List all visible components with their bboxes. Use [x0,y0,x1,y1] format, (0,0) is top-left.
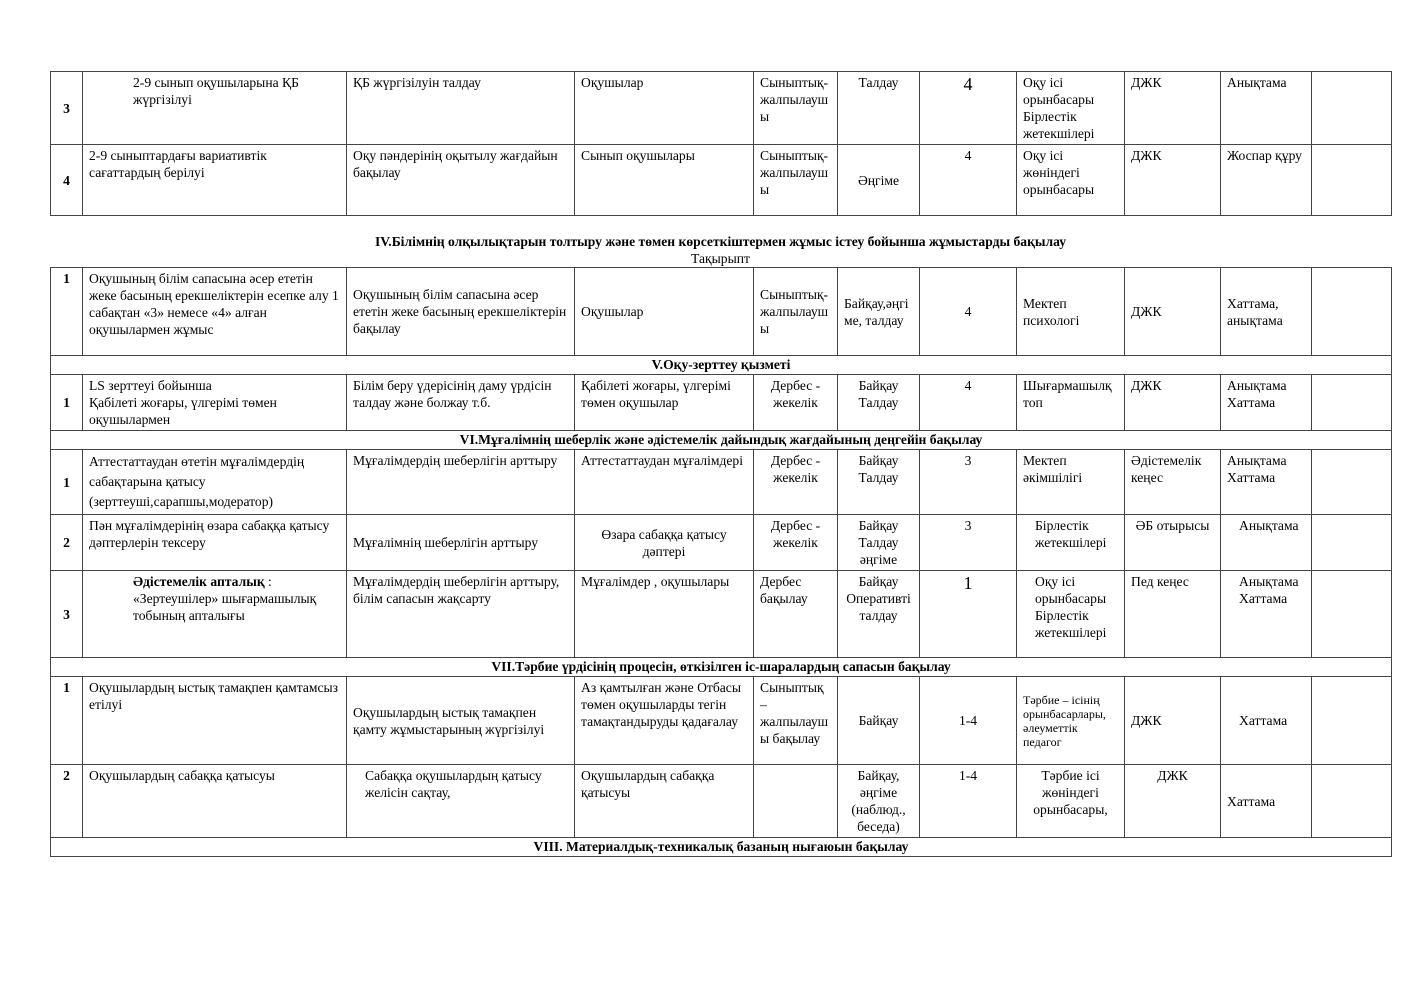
row-object: Сынып оқушылары [575,145,754,216]
control-plan-table-top [50,71,1392,216]
row-responsible: Шығармашылқ топ [1017,375,1125,431]
row-result: Анықтама Хаттама [1221,571,1312,658]
table-row [51,268,1392,356]
table-row [51,677,1392,765]
row-venue: ДЖК [1125,677,1221,765]
row-venue: ДЖК [1125,72,1221,145]
row-note [1312,515,1392,571]
row-venue: ӘБ отырысы [1125,515,1221,571]
row-method: Талдау [838,72,920,145]
row-topic: Аттестаттаудан өтетін мұғалімдердің сабақтарына қатысу (зерттеуші,сарапшы,модератор) [83,450,347,515]
row-method: Әңгіме [838,145,920,216]
row-topic-bold: Әдістемелік апталық [133,574,265,589]
row-type: Сыныптық-жалпылаушы [754,268,838,356]
row-note [1312,268,1392,356]
row-topic-rest: : «Зертеушілер» шығармашылық тобының апталығы [133,574,317,623]
row-note [1312,677,1392,765]
row-note [1312,765,1392,838]
row-responsible: Мектеп әкімшілігі [1017,450,1125,515]
row-object: Оқушылар [575,268,754,356]
row-number: 1 [51,375,83,431]
row-responsible: Оқу ісі жөніндегі орынбасары [1017,145,1125,216]
row-type: Сыныптық-жалпылаушы [754,145,838,216]
row-responsible: Оқу ісі орынбасары Бірлестік жетекшілері [1017,571,1125,658]
row-type: Сыныптық-жалпылаушы [754,72,838,145]
row-object: Мұғалімдер , оқушылары [575,571,754,658]
row-topic: Пән мұғалімдерінің өзара сабаққа қатысу дәптерлерін тексеру [83,515,347,571]
section-row [51,838,1392,857]
row-method: Байқау Оперативті талдау [838,571,920,658]
row-method: Байқау Талдау әңгіме [838,515,920,571]
table-row [51,515,1392,571]
table-row [51,765,1392,838]
row-result: Хаттама, анықтама [1221,268,1312,356]
section-viii-title: VIII. Материалдық-техникалық базаның нығаюын бақылау [51,838,1392,857]
row-number: 1 [51,677,83,765]
row-type: Дербес - жекелік [754,450,838,515]
row-number: 3 [51,571,83,658]
table-row [51,145,1392,216]
row-topic: 2-9 сыныптардағы вариативтік сағаттардың берілуі [83,145,347,216]
row-goal: Сабаққа оқушылардың қатысу желісін сақтау, [347,765,575,838]
row-term: 4 [920,375,1017,431]
row-goal: ҚБ жүргізілуін талдау [347,72,575,145]
row-topic-line2: Қабілеті жоғары, үлгерімі төмен оқушылармен [89,395,277,427]
section-vi-title: VI.Мұғалімнің шеберлік және әдістемелік дайындық жағдайының деңгейін бақылау [51,431,1392,450]
row-goal: Оқу пәндерінің оқытылу жағдайын бақылау [347,145,575,216]
row-topic: 2-9 сынып оқушыларына ҚБ жүргізілуі [83,72,347,145]
row-venue: Пед кеңес [1125,571,1221,658]
row-result: Анықтама Хаттама [1221,375,1312,431]
row-number: 3 [51,72,83,145]
row-type: Сыныптық – жалпылаушы бақылау [754,677,838,765]
row-object: Өзара сабаққа қатысу дәптері [575,515,754,571]
row-goal: Мұғалімдердің шеберлігін арттыру [347,450,575,515]
row-term: 1 [920,571,1017,658]
row-venue: ДЖК [1125,268,1221,356]
row-venue: Әдістемелік кеңес [1125,450,1221,515]
row-venue: ДЖК [1125,765,1221,838]
row-goal: Мұғалімдердің шеберлігін арттыру, білім сапасын жақсарту [347,571,575,658]
row-term: 3 [920,515,1017,571]
row-topic: Оқушылардың ыстық тамақпен қамтамсыз етілуі [83,677,347,765]
row-topic-line1: LS зерттеуі бойынша [89,378,212,393]
table-row [51,72,1392,145]
row-number: 2 [51,765,83,838]
row-object: Аз қамтылған және Отбасы төмен оқушыларды тегін тамақтандыруды қадағалау [575,677,754,765]
row-goal: Оқушылардың ыстық тамақпен қамту жұмыстарының жүргізілуі [347,677,575,765]
row-term: 1-4 [920,765,1017,838]
section-v-title: V.Оқу-зерттеу қызметі [51,356,1392,375]
row-venue: ДЖК [1125,145,1221,216]
control-plan-table-main [50,267,1392,857]
row-method: Байқау [838,677,920,765]
row-type: Дербес бақылау [754,571,838,658]
row-result: Хаттама [1221,677,1312,765]
row-method: Байқау Талдау [838,375,920,431]
section-iv-title: IV.Білімнің олқылықтарын толтыру және төмен көрсеткіштермен жұмыс істеу бойынша жұмыстарды бақылау [374,234,1067,249]
row-goal: Білім беру үдерісінің даму үрдісін талдау және болжау т.б. [347,375,575,431]
row-method: Байқау, әңгіме (наблюд., беседа) [838,765,920,838]
row-type: Дербес - жекелік [754,515,838,571]
row-term: 4 [920,145,1017,216]
row-term: 1-4 [920,677,1017,765]
row-note [1312,145,1392,216]
row-topic [83,571,347,658]
row-topic: Оқушылардың сабаққа қатысуы [83,765,347,838]
section-iv-subtitle: Тақырыпт [691,251,750,266]
row-responsible: Мектеп психологі [1017,268,1125,356]
row-method: Байқау Талдау [838,450,920,515]
row-type [754,765,838,838]
table-row [51,571,1392,658]
row-number: 4 [51,145,83,216]
row-object: Оқушылар [575,72,754,145]
section-row [51,356,1392,375]
row-object: Қабілеті жоғары, үлгерімі төмен оқушылар [575,375,754,431]
row-note [1312,72,1392,145]
row-result: Анықтама [1221,515,1312,571]
row-venue: ДЖК [1125,375,1221,431]
row-responsible: Бірлестік жетекшілері [1017,515,1125,571]
row-result: Анықтама Хаттама [1221,450,1312,515]
row-number: 1 [51,268,83,356]
row-result: Анықтама [1221,72,1312,145]
row-object: Оқушылардың сабаққа қатысуы [575,765,754,838]
row-result: Жоспар құру [1221,145,1312,216]
row-term: 4 [920,268,1017,356]
section-vii-title: VII.Тәрбие үрдісінің процесін, өткізілген іс-шаралардың сапасын бақылау [51,658,1392,677]
row-topic: Оқушының білім сапасына әсер ететін жеке басының ерекшеліктерін есепке алу 1 сабақтан «3» немесе «4» алған оқушылармен жұмыс [83,268,347,356]
row-responsible: Тәрбие ісі жөніндегі орынбасары, [1017,765,1125,838]
row-object: Аттестаттаудан мұғалімдері [575,450,754,515]
row-responsible: Оқу ісі орынбасары Бірлестік жетекшілері [1017,72,1125,145]
row-number: 2 [51,515,83,571]
row-method: Байқау,әңгіме, талдау [838,268,920,356]
row-goal: Мұғалімнің шеберлігін арттыру [347,515,575,571]
row-topic [83,375,347,431]
row-note [1312,375,1392,431]
row-term: 3 [920,450,1017,515]
row-type: Дербес - жекелік [754,375,838,431]
table-row [51,450,1392,515]
section-row [51,431,1392,450]
row-result: Хаттама [1221,765,1312,838]
row-note [1312,450,1392,515]
row-goal: Оқушының білім сапасына әсер ететін жеке басының ерекшеліктерін бақылау [347,268,575,356]
row-responsible: Тәрбие – ісінің орынбасарлары, әлеуметтік педагог [1017,677,1125,765]
row-term: 4 [920,72,1017,145]
section-row [51,658,1392,677]
table-row [51,375,1392,431]
row-number: 1 [51,450,83,515]
row-note [1312,571,1392,658]
